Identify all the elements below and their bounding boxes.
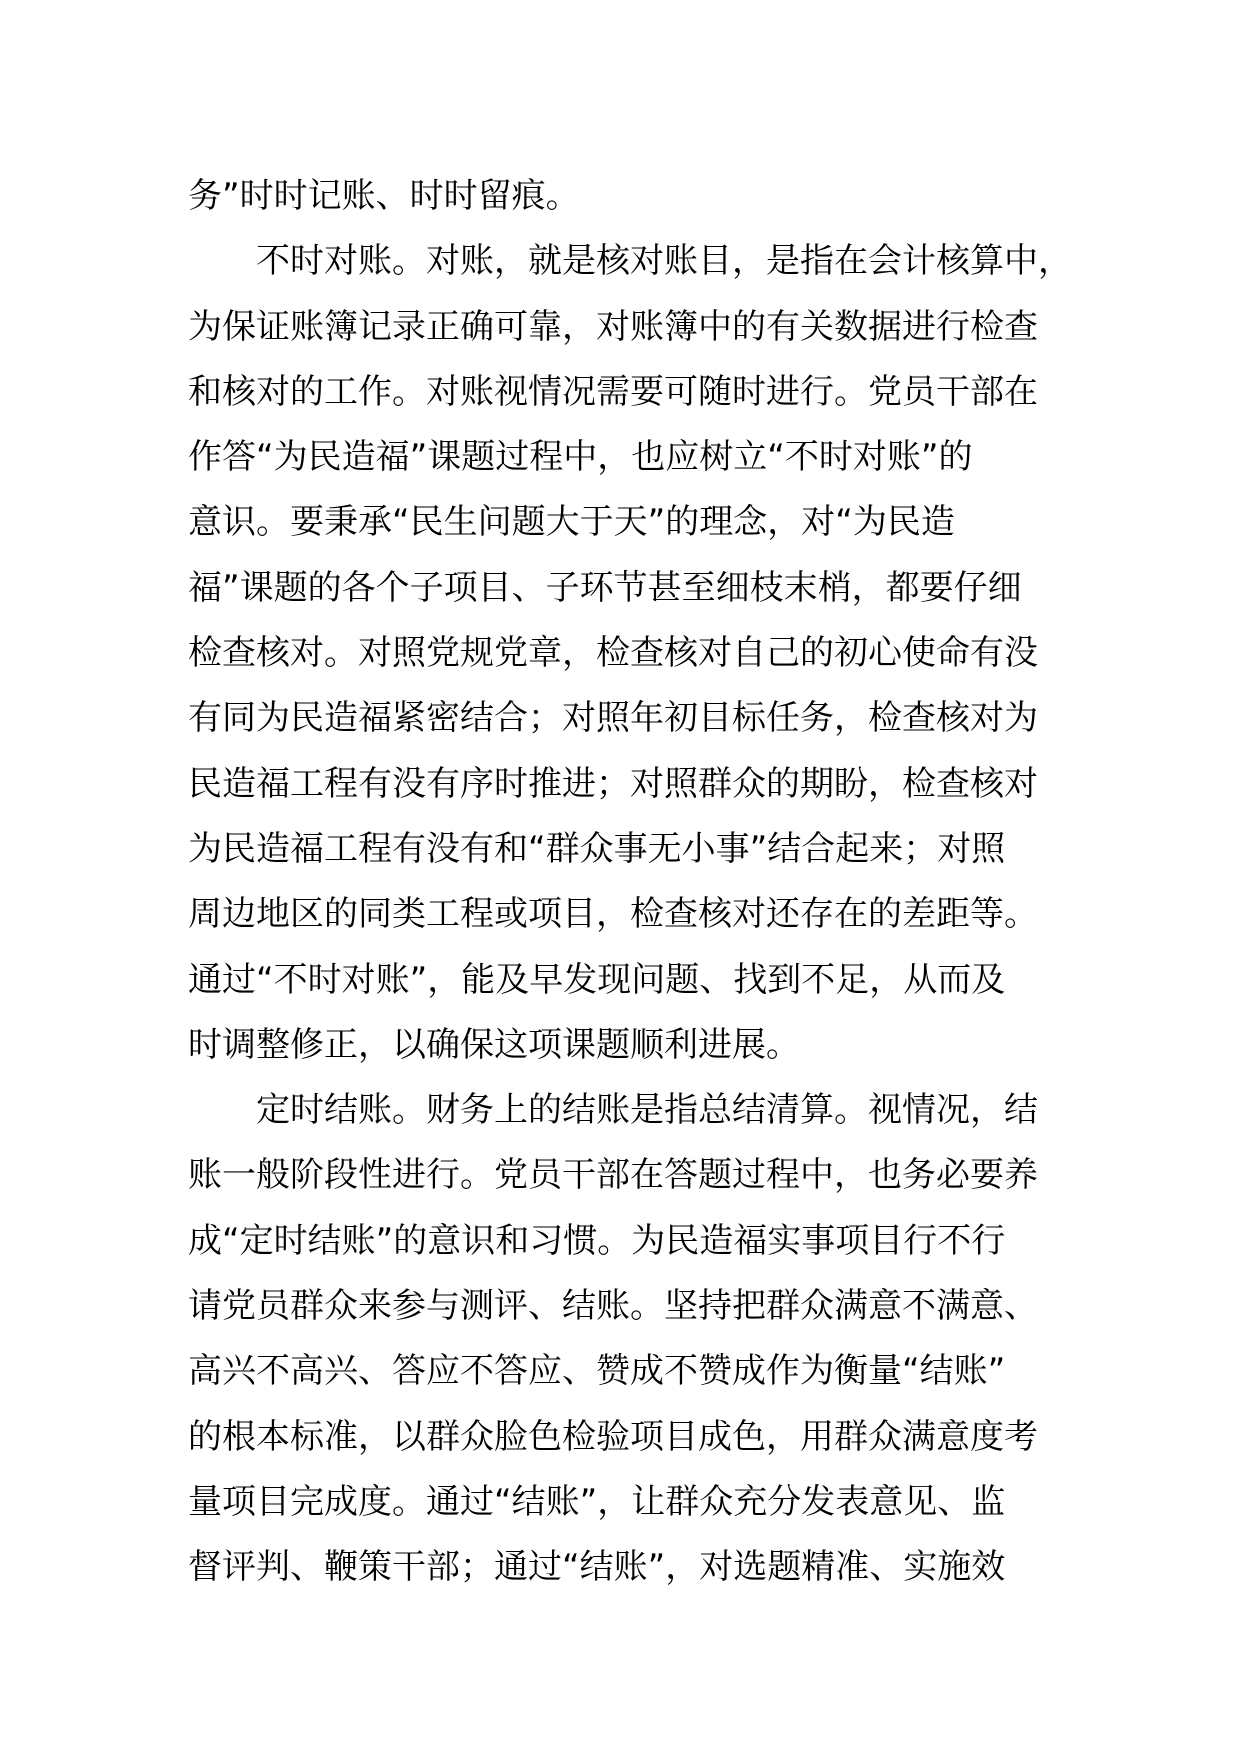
text-line: 为民造福工程有没有和“群众事无小事”结合起来；对照: [188, 828, 1006, 869]
text-line: 为保证账簿记录正确可靠，对账簿中的有关数据进行检查: [188, 306, 1038, 347]
paragraph-start-line: 定时结账。财务上的结账是指总结清算。视情况，结: [256, 1090, 1038, 1131]
text-line: 请党员群众来参与测评、结账。坚持把群众满意不满意、: [188, 1286, 1038, 1327]
text-line: 通过“不时对账”，能及早发现问题、找到不足，从而及: [188, 959, 1006, 1000]
text-line: 务”时时记账、时时留痕。: [188, 176, 580, 216]
text-line: 和核对的工作。对账视情况需要可随时进行。党员干部在: [188, 371, 1038, 412]
text-line: 成“定时结账”的意识和习惯。为民造福实事项目行不行: [188, 1220, 1006, 1261]
text-line: 高兴不高兴、答应不答应、赞成不赞成作为衡量“结账”: [188, 1351, 1006, 1392]
text-line: 意识。要秉承“民生问题大于天”的理念，对“为民造: [188, 502, 955, 543]
paragraph-start-line: 不时对账。对账，就是核对账目，是指在会计核算中，: [256, 241, 1072, 282]
text-line: 福”课题的各个子项目、子环节甚至细枝末梢，都要仔细: [188, 567, 1022, 608]
body-text: [188, 164, 1072, 1601]
text-line: 有同为民造福紧密结合；对照年初目标任务，检查核对为: [188, 698, 1038, 739]
text-line: 民造福工程有没有序时推进；对照群众的期盼，检查核对: [188, 763, 1038, 804]
text-line: 的根本标准，以群众脸色检验项目成色，用群众满意度考: [188, 1416, 1038, 1457]
text-line: 检查核对。对照党规党章，检查核对自己的初心使命有没: [188, 633, 1038, 674]
text-line: 督评判、鞭策干部；通过“结账”，对选题精准、实施效: [188, 1547, 1006, 1588]
text-line: 周边地区的同类工程或项目，检查核对还存在的差距等。: [188, 894, 1038, 935]
text-line: 账一般阶段性进行。党员干部在答题过程中，也务必要养: [188, 1155, 1038, 1196]
text-line: 作答“为民造福”课题过程中，也应树立“不时对账”的: [188, 437, 973, 478]
text-line: 量项目完成度。通过“结账”，让群众充分发表意见、监: [188, 1481, 1006, 1522]
text-line: 时调整修正，以确保这项课题顺利进展。: [188, 1024, 800, 1065]
